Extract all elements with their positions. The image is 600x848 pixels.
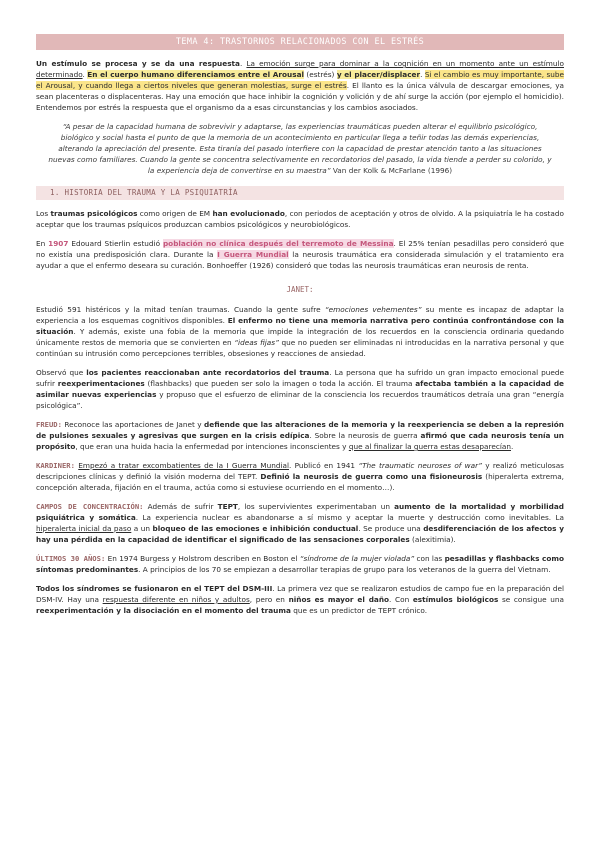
bold-phrase: desdiferenciación de los afectos y hay una pérdida en la capacidad de identificar el significado de las sensaciones corporales [36, 524, 564, 544]
text-run: (flashbacks) que pueden ser solo la imagen o toda la acción. El trauma [144, 379, 416, 388]
paragraph-traumas [36, 208, 564, 230]
paragraph-ultimos [36, 553, 564, 575]
campos-label: CAMPOS DE CONCENTRACIÓN: [36, 502, 144, 511]
bold-phrase: El enfermo no tiene una memoria narrativa pero continúa confrontándose con la situación [36, 316, 564, 336]
text-run: “energía psicológica” [36, 390, 564, 410]
bold-phrase: los pacientes reaccionaban ante recordatorios del trauma [86, 368, 330, 377]
freud-label: FREUD: [36, 420, 62, 429]
ultimos-label: ÚLTIMOS 30 AÑOS: [36, 554, 106, 563]
italic-phrase: “The traumatic neuroses of war” [358, 461, 482, 470]
intro-paragraph [36, 58, 564, 113]
text-run: Observó que [36, 368, 87, 377]
text-run: su mente es incapaz de adaptar la experiencia a los esquemas cognitivos disponibles. [36, 305, 564, 325]
italic-phrase: “ideas fijas” [234, 338, 279, 347]
bold-phrase: Definió la neurosis de guerra como una fisioneurosis [260, 472, 483, 481]
bold-phrase: aumento de la mortalidad y morbilidad psiquiátrica y somática [36, 502, 564, 522]
bold-phrase: pesadillas y flashbacks como síntomas predominantes [36, 554, 564, 574]
text-run: Además de sufrir [143, 502, 218, 511]
bold-phrase: reexperimentaciones [57, 379, 145, 388]
highlighted-phrase: En el cuerpo humano diferenciamos entre el Arousal [87, 70, 304, 79]
text-run: . La primera vez que se realizaron estudios de campo fue en la preparación del DSM-IV. Hay una [36, 584, 564, 604]
paragraph-janet-1 [36, 304, 564, 359]
underlined-phrase: que al finalizar la guerra estas desaparecían [348, 442, 511, 451]
text-run: . A principios de los 70 se empiezan a desarrollar terapias de grupo para los veteranos de la guerra del Vietnam. [138, 565, 551, 574]
text-run: Edouard Stierlin estudió [68, 239, 163, 248]
highlighted-phrase: Si el cambio es muy importante, sube el Arousal, y cuando llega a ciertos niveles que generan molestias, surge el estrés [36, 70, 565, 90]
underlined-phrase: hiperalerta inicial da paso [36, 524, 132, 533]
janet-heading: JANET: [286, 285, 314, 294]
text-run: . Y además, existe una fobia de la memoria que impide la integración de los recuerdos en la consciencia ordinaria quedando únicamente restos de memoria que se convierten en [36, 327, 564, 347]
italic-phrase: “emociones vehementes” [324, 305, 422, 314]
text-run: con las [414, 554, 445, 563]
text-run: (alexitimia). [409, 535, 456, 544]
paragraph-kardiner [36, 460, 564, 493]
text-run: que es un predictor de TEPT crónico. [290, 606, 428, 615]
text-run: como origen de EM [137, 209, 213, 218]
paragraph-freud [36, 419, 564, 452]
text-run: . [82, 70, 88, 79]
bold-phrase: estímulos biológicos [412, 595, 499, 604]
bold-phrase: han evolucionado [212, 209, 285, 218]
text-run: , pero en [249, 595, 289, 604]
text-run: la neurosis traumática era considerada simulación y el tratamiento era ayudar a que el enfermo deseara su curación. Bonhoeffer (1926) consideró que todas las neurosis traumáticas eran neurosis de renta. [36, 250, 564, 270]
text-run: (estrés) [304, 70, 337, 79]
text-run: . El llanto es la única válvula de descargar emociones, ya sean placenteras o displacenteras. Hay una emoción que hace inhibir la cognición y volición y de ahí surge la acción (por ejemplo el homicidio). Entendemos por estrés la respuesta que el organismo da a esas circunstancias y los cambios asociados. [36, 81, 565, 112]
paragraph-campos [36, 501, 564, 545]
text-run: . Con [389, 595, 413, 604]
bold-phrase: defiende que las alteraciones de la memoria y la reexperiencia se deben a la represión de pulsiones sexuales y agresivas que surgen en la crisis edípica [36, 420, 564, 440]
text-run: Los [36, 209, 51, 218]
quote-author: Van der Kolk & McFarlane (1996) [330, 166, 453, 175]
text-run: . Sobre la neurosis de guerra [309, 431, 421, 440]
underlined-phrase: respuesta diferente en niños y adultos [102, 595, 250, 604]
bold-phrase: bloqueo de las emociones e inhibición conductual [152, 524, 359, 533]
bold-phrase: niños es mayor el daño [288, 595, 390, 604]
italic-phrase: “síndrome de la mujer violada” [299, 554, 415, 563]
paragraph-1907 [36, 238, 564, 271]
text-run: En 1974 Burgess y Holstrom describen en Boston el [105, 554, 300, 563]
topic-title-banner: TEMA 4: TRASTORNOS RELACIONADOS CON EL ESTRÉS [36, 34, 564, 50]
text-run: Estudió 591 histéricos y la mitad tenían traumas. Cuando la gente sufre [36, 305, 325, 314]
text-run: En [36, 239, 49, 248]
text-run: y propuso que el esfuerzo de eliminar de la consciencia los recuerdos traumáticos detraía una gran [156, 390, 533, 399]
year-highlight: 1907 [48, 239, 69, 248]
bold-phrase: afectaba también a la capacidad de asimilar nuevas experiencias [36, 379, 565, 399]
text-run: Reconoce las aportaciones de Janet y [61, 420, 205, 429]
text-run: a un [131, 524, 153, 533]
text-run: . [511, 442, 514, 451]
text-run: (hiperalerta extrema, concepción alterada, fijación en el trauma, actúa como si estuviese ocurriendo en el momento…). [36, 472, 564, 492]
text-run: . La experiencia nuclear es abandonarse a sí mismo y aceptar la muerte y destrucción como inevitables. La [135, 513, 564, 522]
bold-phrase: Todos los síndromes se fusionaron en el TEPT del DSM-III [36, 584, 273, 593]
section-heading: 1. HISTORIA DEL TRAUMA Y LA PSIQUIATRÍA [36, 186, 564, 200]
text-run: . Publicó en 1941 [289, 461, 359, 470]
bold-phrase: afirmó que cada neurosis tenía un propósito [36, 431, 564, 451]
bold-phrase: Un estímulo se procesa y se da una respuesta [36, 59, 240, 68]
bold-phrase: reexperimentación y la disociación en el momento del trauma [36, 606, 291, 615]
text-run: . La persona que ha sufrido un gran impacto emocional puede sufrir [36, 368, 564, 388]
text-run: . [420, 70, 425, 79]
underlined-phrase: La emoción surge para dominar a la cognición en un momento ante un estímulo determinado [36, 59, 564, 79]
text-run: . [239, 59, 247, 68]
kardiner-label: KARDINER: [36, 461, 75, 470]
bold-phrase: traumas psicológicos [50, 209, 138, 218]
quote-block [36, 121, 564, 176]
paragraph-todos [36, 583, 564, 616]
text-run: , los supervivientes experimentaban un [237, 502, 395, 511]
underlined-phrase: Empezó a tratar excombatientes de la I Guerra Mundial [78, 461, 289, 470]
text-run: , que eran una huida hacia la enfermedad por intenciones inconscientes y [75, 442, 349, 451]
text-run: que no pueden ser eliminadas ni introducidas en la narrativa personal y que continúan su intrusión como percepciones terribles, obsesiones y reacciones de ansiedad. [36, 338, 564, 358]
text-run: se consigue una [498, 595, 564, 604]
highlighted-phrase: I Guerra Mundial [217, 250, 289, 259]
highlighted-phrase: población no clínica después del terremoto de Messina [162, 239, 394, 248]
bold-phrase: TEPT [217, 502, 238, 511]
text-run: . Se produce una [358, 524, 424, 533]
paragraph-janet-2 [36, 367, 564, 411]
quote-text: “A pesar de la capacidad humana de sobrevivir y adaptarse, las experiencias traumáticas pueden alterar el equilibrio psicológico, biológico y social hasta el punto de que la memoria de un acontecimiento en particular llega a teñir todas las demás experiencias, alterando la apreciación del presente. Esta tiranía del pasado interfiere con la capacidad de prestar atención tanto a las situaciones nuevas como familiares. Cuando la gente se concentra selectivamente en recordatorios del pasado, la vida tiende a perder su colorido, y la experiencia deja de convertirse en su maestra” [48, 122, 552, 175]
text-run: y realizó meticulosas descripciones clínicas y definió la visión moderna del TEPT. [36, 461, 564, 481]
text-run: . [80, 401, 83, 410]
text-run: . El 25% tenían pesadillas pero consideró que no existía una predisposición clara. Durante la [36, 239, 564, 259]
highlighted-phrase: y el placer/displacer [336, 70, 421, 79]
text-run: , con periodos de aceptación y otros de olvido. A la psiquiatría le ha costado aceptar que los traumas psíquicos produzcan cambios psicológicos y neurobiológicos. [36, 209, 564, 229]
